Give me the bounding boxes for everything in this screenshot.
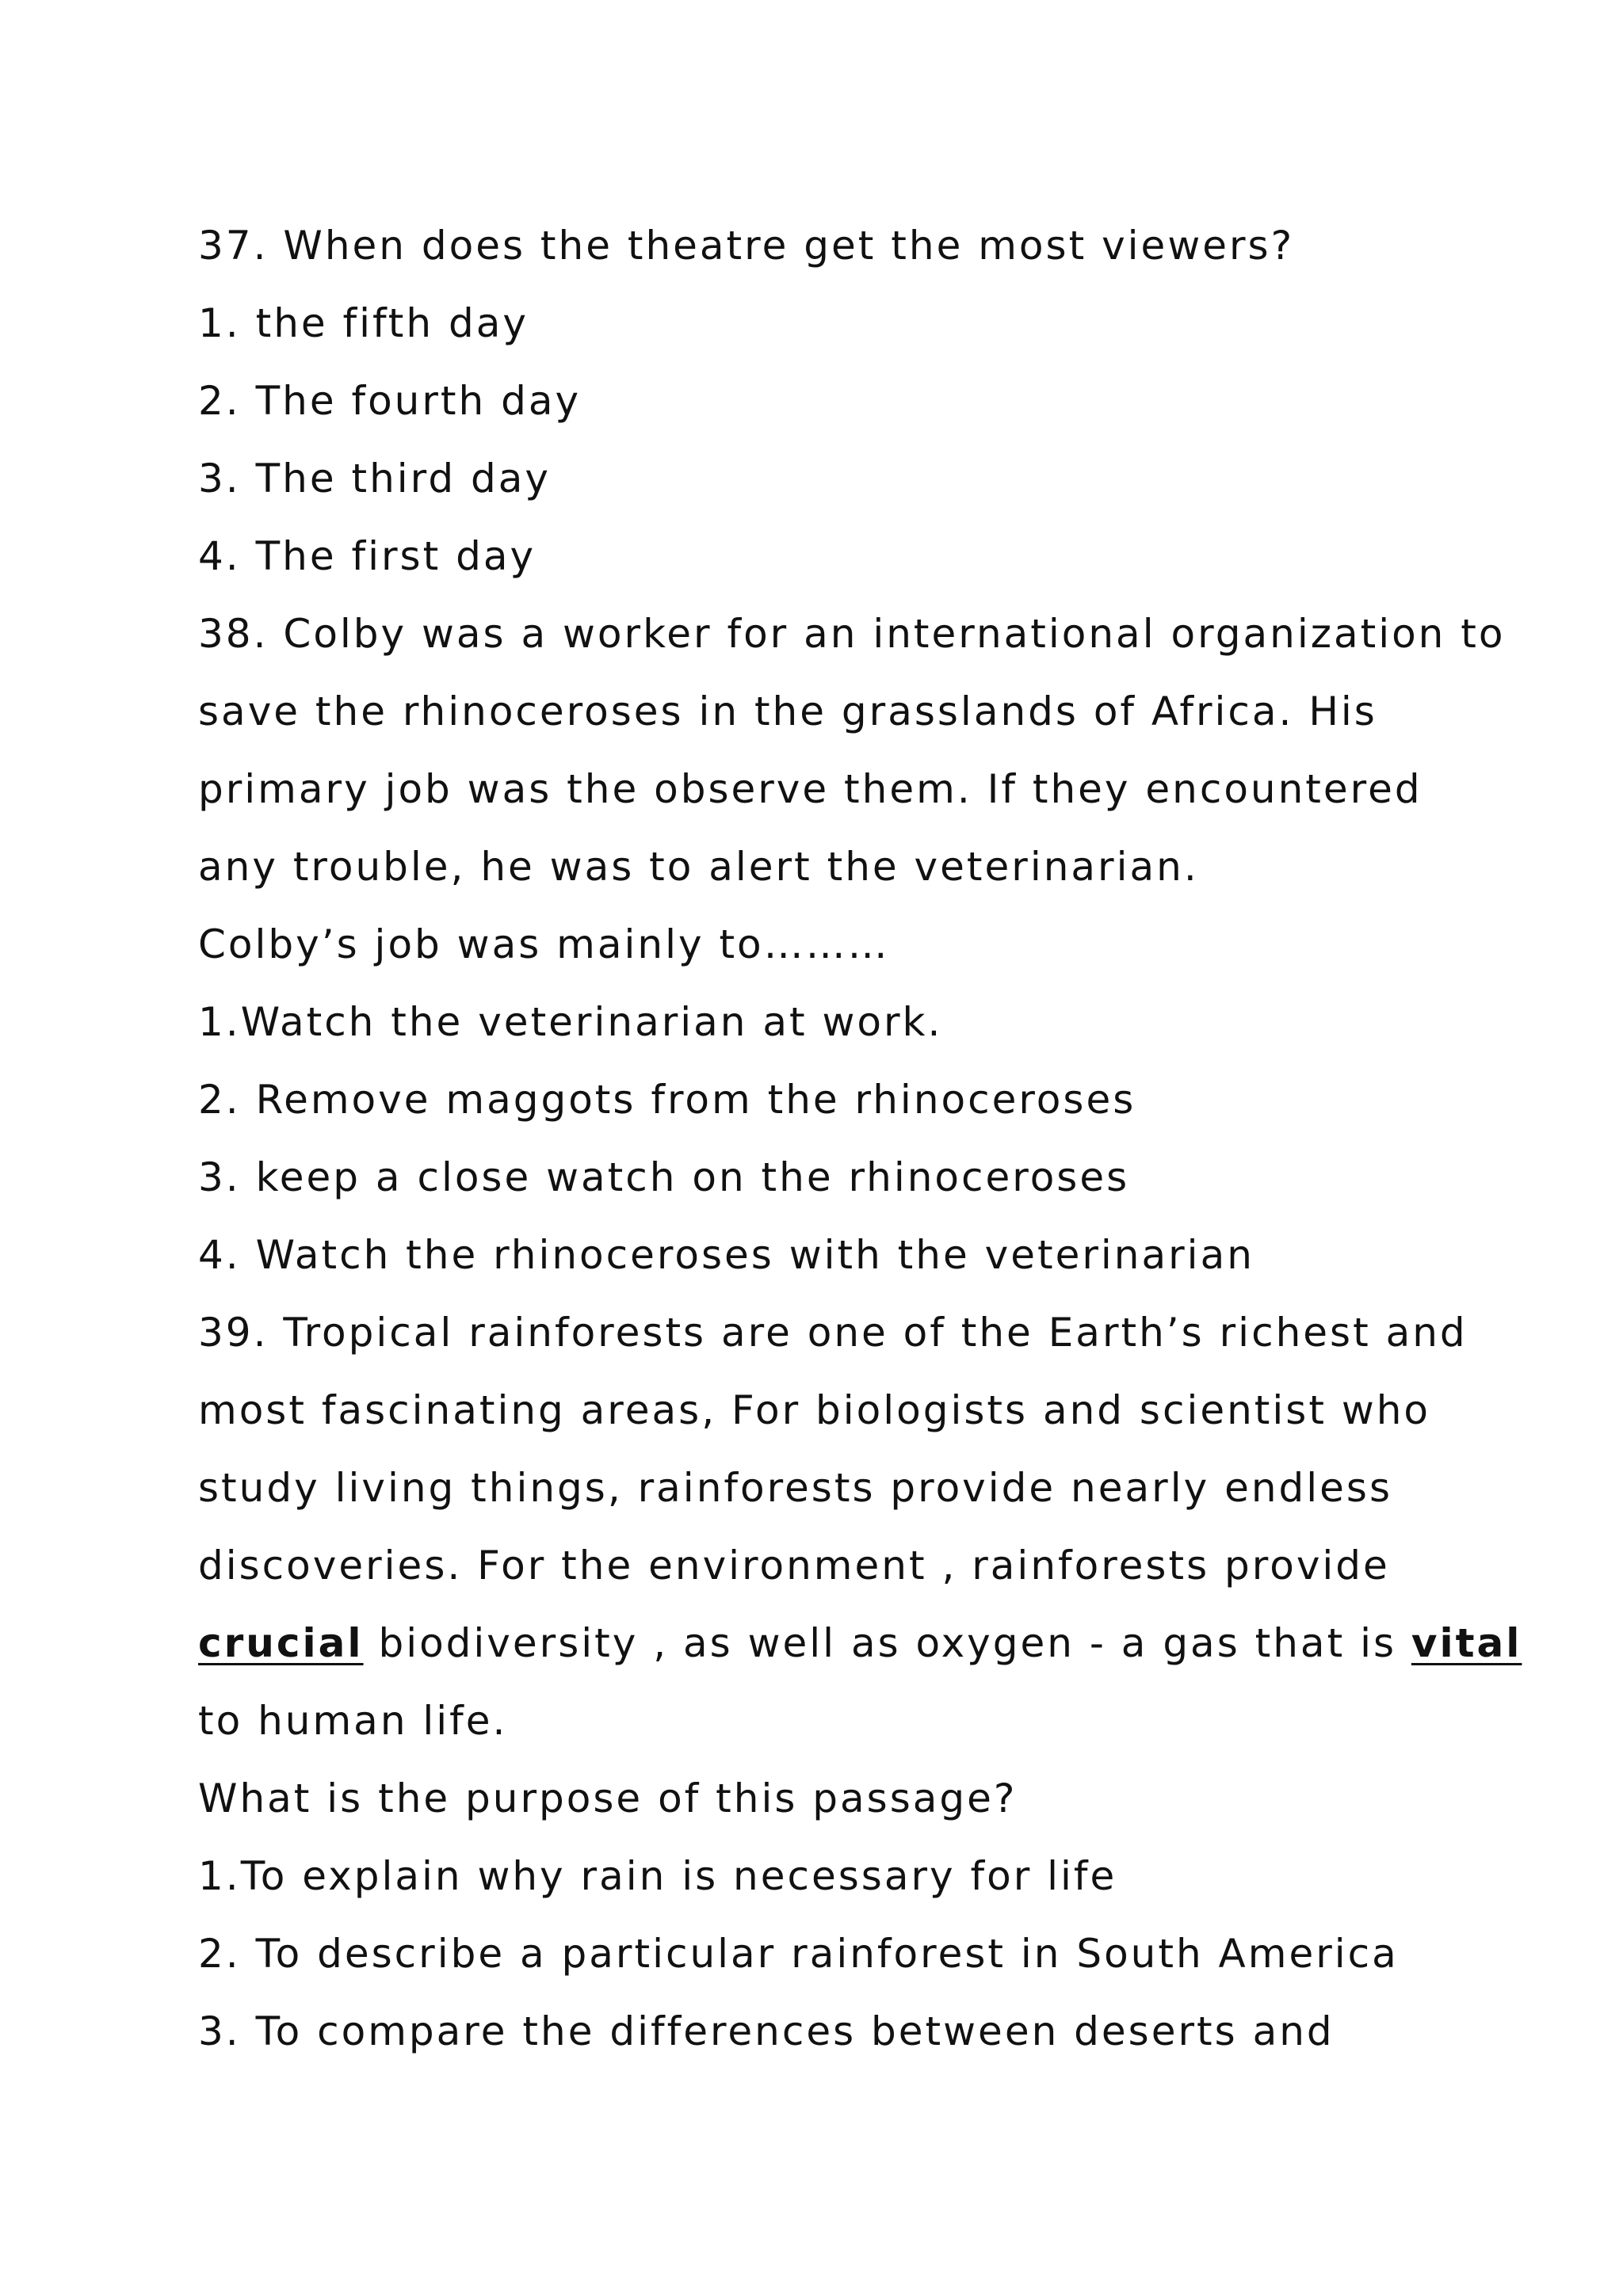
- q39-passage-line-4: discoveries. For the environment , rainforests provide: [198, 1543, 1390, 1589]
- q39-option-1: 1.To explain why rain is necessary for life: [198, 1853, 1117, 1899]
- q39-option-2: 2. To describe a particular rainforest in South America: [198, 1931, 1399, 1977]
- q39-passage-line-5: [198, 1613, 1522, 1691]
- q37-option-1: 1. the fifth day: [198, 300, 529, 346]
- q38-option-3: 3. keep a close watch on the rhinoceroses: [198, 1154, 1130, 1200]
- underlined-word-crucial: crucial: [198, 1620, 364, 1666]
- underlined-word-vital: vital: [1411, 1620, 1522, 1666]
- q39-passage-line-3: study living things, rainforests provide nearly endless: [198, 1465, 1393, 1511]
- q38-passage-line-3: primary job was the observe them. If they encountered: [198, 766, 1423, 812]
- q38-question: Colby’s job was mainly to………: [198, 921, 890, 967]
- q37-option-2: 2. The fourth day: [198, 378, 582, 424]
- q37-question: 37. When does the theatre get the most viewers?: [198, 223, 1295, 269]
- q38-option-4: 4. Watch the rhinoceroses with the veterinarian: [198, 1232, 1254, 1278]
- document-page: [198, 215, 1522, 2079]
- q38-option-1: 1.Watch the veterinarian at work.: [198, 999, 943, 1045]
- q39-line5-middle: biodiversity , as well as oxygen - a gas that is: [363, 1620, 1411, 1666]
- q39-option-3: 3. To compare the differences between deserts and: [198, 2008, 1335, 2054]
- q39-passage-line-1: 39. Tropical rainforests are one of the Earth’s richest and: [198, 1310, 1468, 1356]
- q38-passage-line-2: save the rhinoceroses in the grasslands of Africa. His: [198, 688, 1377, 734]
- q39-passage-line-2: most fascinating areas, For biologists and scientist who: [198, 1387, 1431, 1433]
- q39-question: What is the purpose of this passage?: [198, 1775, 1018, 1821]
- q38-option-2: 2. Remove maggots from the rhinoceroses: [198, 1077, 1136, 1123]
- q37-option-3: 3. The third day: [198, 456, 551, 502]
- q39-passage-line-6: to human life.: [198, 1698, 508, 1744]
- q38-passage-line-1: 38. Colby was a worker for an international organization to: [198, 611, 1506, 657]
- q38-passage-line-4: any trouble, he was to alert the veterinarian.: [198, 844, 1199, 890]
- q37-option-4: 4. The first day: [198, 533, 537, 579]
